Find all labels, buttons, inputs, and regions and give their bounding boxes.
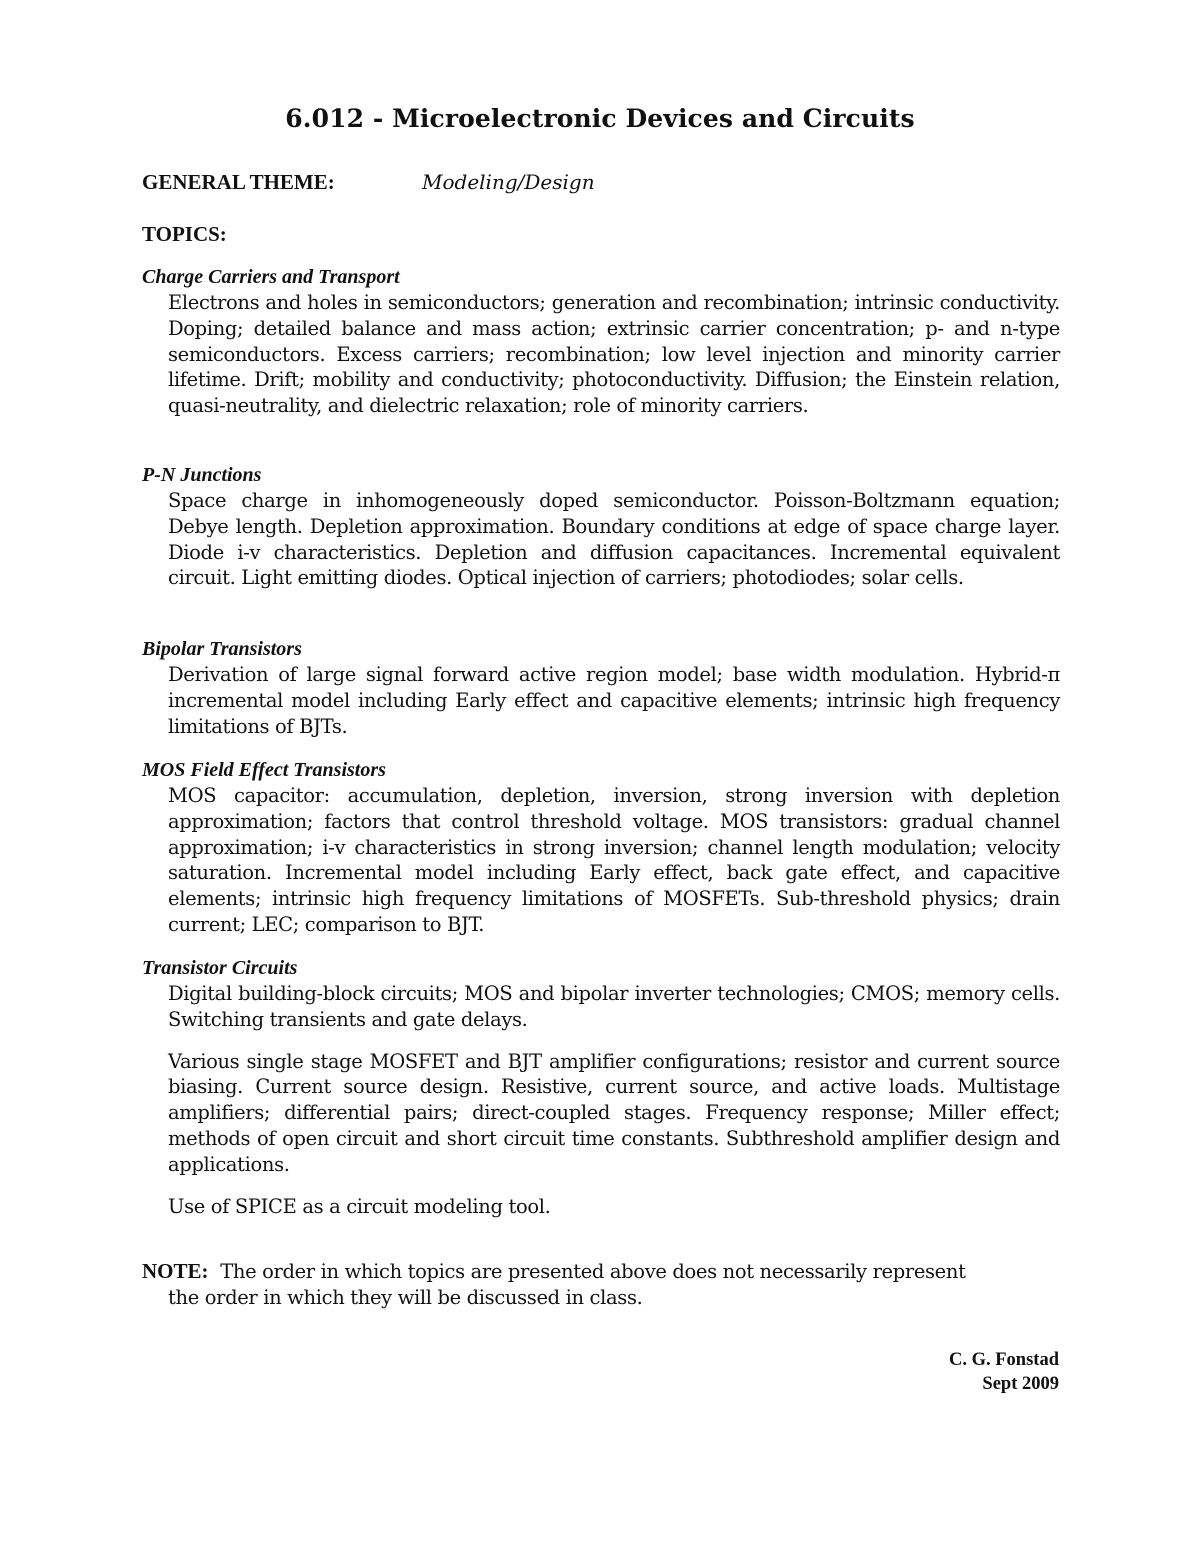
note-text-line2: the order in which they will be discussed in class.: [168, 1286, 643, 1309]
section-bipolar-transistors: [142, 636, 1060, 739]
note-label: NOTE:: [142, 1259, 209, 1283]
section-paragraph: Derivation of large signal forward active region model; base width modulation. Hybrid-π incremental model including Early effect and capacitive elements; intrinsic high frequency limitations of BJTs.: [168, 663, 1060, 738]
section-paragraph: Various single stage MOSFET and BJT amplifier configurations; resistor and current source biasing. Current source design. Resistive, current source, and active loads. Multistage amplifiers; differential pairs; direct-coupled stages. Frequency response; Miller effect; methods of open circuit and short circuit time constants. Subthreshold amplifier design and applications.: [168, 1049, 1060, 1176]
section-heading: Charge Carriers and Transport: [142, 266, 400, 288]
note-block: [142, 1258, 1060, 1311]
page-title: 6.012 - Microelectronic Devices and Circuits: [285, 104, 915, 133]
section-heading: Transistor Circuits: [142, 957, 298, 979]
section-paragraph: MOS capacitor: accumulation, depletion, inversion, strong inversion with depletion approximation; factors that control threshold voltage. MOS transistors: gradual channel approximation; i-v characteristics in strong inversion; channel length modulation; velocity saturation. Incremental model including Early effect, back gate effect, and capacitive elements; intrinsic high frequency limitations of MOSFETs. Sub-threshold physics; drain current; LEC; comparison to BJT.: [168, 784, 1060, 936]
note-text-line1: The order in which topics are presented above does not necessarily represent: [220, 1260, 966, 1283]
section-paragraph: Use of SPICE as a circuit modeling tool.: [168, 1194, 551, 1218]
general-theme-label: GENERAL THEME:: [142, 170, 335, 194]
signature-author: C. G. Fonstad: [949, 1350, 1059, 1370]
signature-date: Sept 2009: [982, 1374, 1059, 1394]
section-heading: Bipolar Transistors: [142, 638, 302, 660]
section-heading: P-N Junctions: [142, 464, 262, 486]
section-charge-carriers: [142, 264, 1060, 419]
section-paragraph: Digital building-block circuits; MOS and bipolar inverter technologies; CMOS; memory cells. Switching transients and gate delays.: [168, 982, 1060, 1031]
section-paragraph: Space charge in inhomogeneously doped semiconductor. Poisson-Boltzmann equation; Debye length. Depletion approximation. Boundary conditions at edge of space charge layer. Diode i-v characteristics. Depletion and diffusion capacitances. Incremental equivalent circuit. Light emitting diodes. Optical injection of carriers; photodiodes; solar cells.: [168, 489, 1060, 590]
section-mos-fet: [142, 757, 1060, 938]
section-pn-junctions: [142, 462, 1060, 591]
general-theme-value: Modeling/Design: [422, 170, 595, 194]
section-transistor-circuits: [142, 955, 1060, 1219]
section-heading: MOS Field Effect Transistors: [142, 759, 386, 781]
topics-label: TOPICS:: [142, 222, 227, 246]
section-paragraph: Electrons and holes in semiconductors; generation and recombination; intrinsic conductivity. Doping; detailed balance and mass action; extrinsic carrier concentration; p- and n-type semiconductors. Excess carriers; recombination; low level injection and minority carrier lifetime. Drift; mobility and conductivity; photoconductivity. Diffusion; the Einstein relation, quasi-neutrality, and dielectric relaxation; role of minority carriers.: [168, 291, 1060, 418]
